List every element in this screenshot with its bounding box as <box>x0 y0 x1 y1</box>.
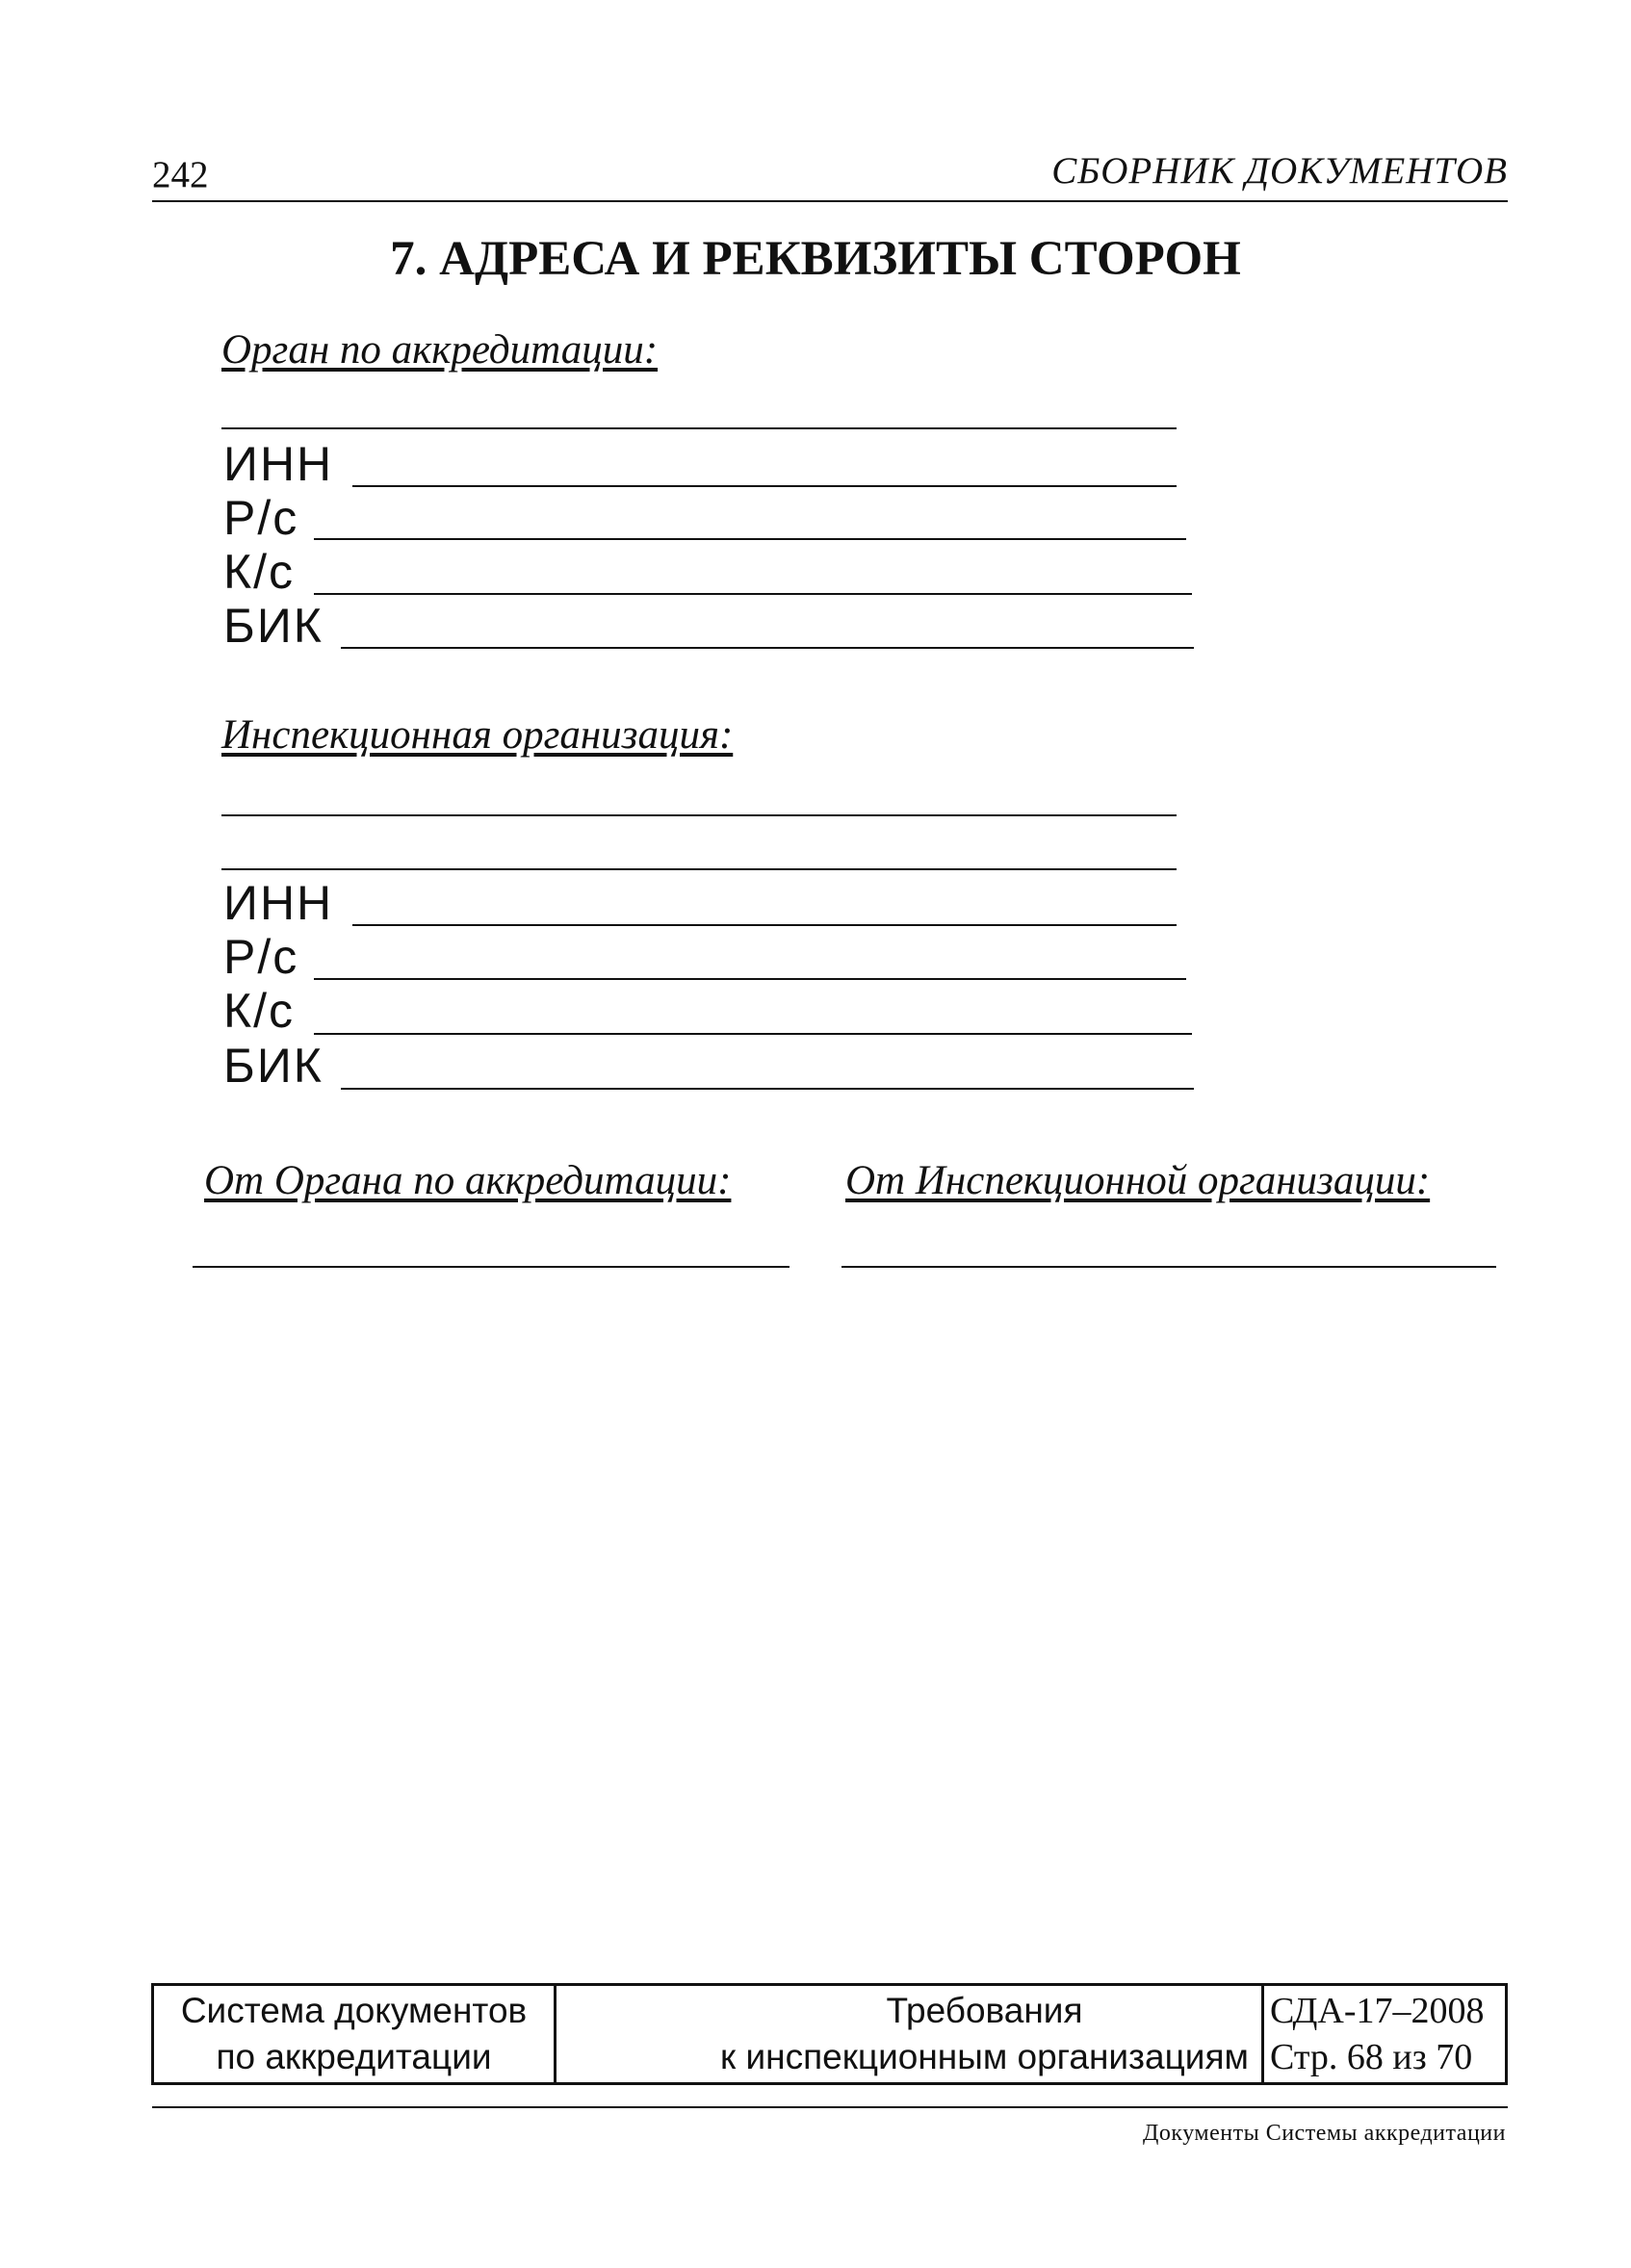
accreditation-inn-line <box>352 485 1177 487</box>
inspection-organization-heading: Инспекционная организация: <box>221 712 734 758</box>
footer-requirements-line-1: Требования <box>886 1991 1083 2030</box>
accreditation-settlement-account-line <box>314 538 1186 540</box>
inspection-name-line-2 <box>221 868 1177 870</box>
signature-inspection-line <box>841 1266 1496 1268</box>
inspection-bik-line <box>341 1088 1194 1090</box>
inspection-inn-line <box>352 924 1177 926</box>
inspection-settlement-account-label: Р/с <box>223 930 299 984</box>
footer-page-ref: Стр. 68 из 70 <box>1270 2037 1473 2077</box>
accreditation-settlement-account-label: Р/с <box>223 491 299 545</box>
accreditation-correspondent-account-label: К/с <box>223 545 296 599</box>
accreditation-name-line <box>221 427 1177 429</box>
section-title: 7. АДРЕСА И РЕКВИЗИТЫ СТОРОН <box>390 232 1241 286</box>
inspection-correspondent-account-line <box>314 1033 1192 1035</box>
page-number: 242 <box>152 154 209 195</box>
inspection-name-line-1 <box>221 814 1177 816</box>
accreditation-bik-line <box>341 647 1194 649</box>
footer-rule <box>152 2106 1508 2108</box>
inspection-correspondent-account-label: К/с <box>223 984 296 1038</box>
footer-requirements-line-2: к инспекционным организациям <box>720 2037 1249 2076</box>
accreditation-body-heading: Орган по аккредитации: <box>221 327 659 373</box>
inspection-settlement-account-line <box>314 978 1186 980</box>
footer-caption: Документы Системы аккредитации <box>1143 2121 1506 2146</box>
footer-cell-system <box>154 1986 557 2082</box>
inspection-inn-label: ИНН <box>223 876 334 930</box>
accreditation-correspondent-account-line <box>314 593 1192 595</box>
footer-system-line-2: по аккредитации <box>216 2037 492 2076</box>
running-title: СБОРНИК ДОКУМЕНТОВ <box>1051 150 1508 192</box>
signature-accreditation-heading: От Органа по аккредитации: <box>204 1158 732 1203</box>
signature-inspection-heading: От Инспекционной организации: <box>845 1158 1431 1203</box>
header-rule <box>152 200 1508 202</box>
inspection-bik-label: БИК <box>223 1039 324 1093</box>
footer-cell-code-box <box>1261 1983 1508 2085</box>
accreditation-bik-label: БИК <box>223 599 324 653</box>
footer-doc-code: СДА-17–2008 <box>1270 1991 1485 2031</box>
footer-system-line-1: Система документов <box>180 1991 528 2030</box>
signature-accreditation-line <box>193 1266 790 1268</box>
accreditation-inn-label: ИНН <box>223 437 334 491</box>
